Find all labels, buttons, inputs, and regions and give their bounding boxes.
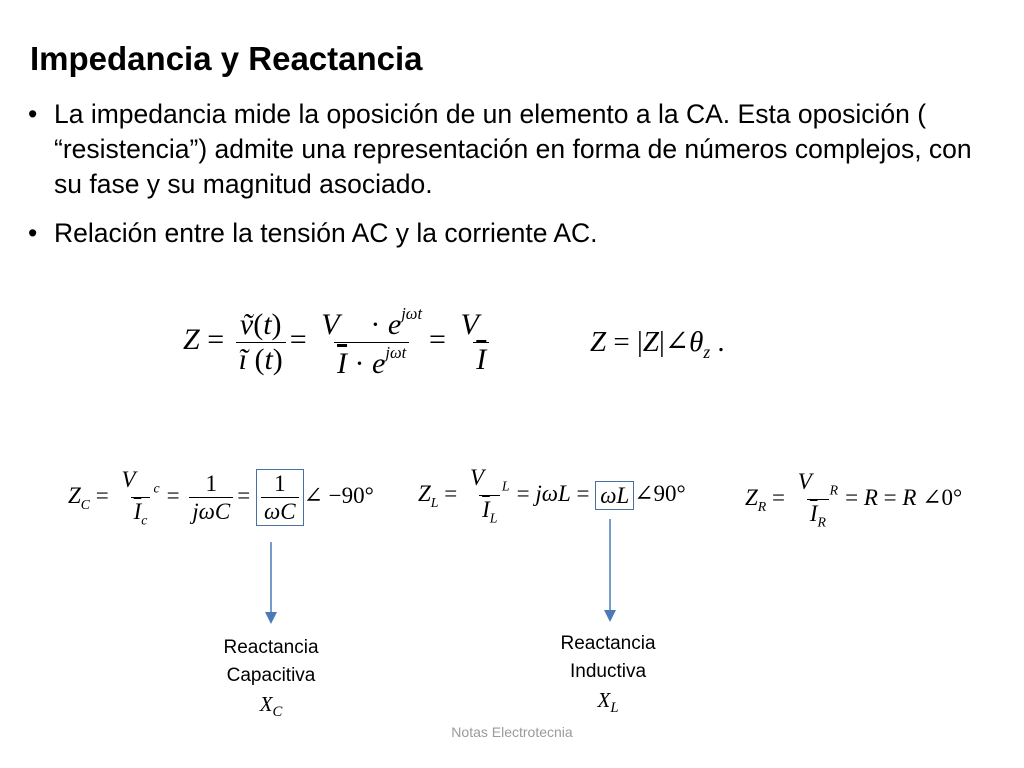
impedance-polar-equation: $Z = |Z|\angle\theta_z$ .: [590, 326, 725, 362]
slide-footer: Notas Electrotecnia: [451, 724, 573, 740]
inductor-impedance-equation: $Z_L$ = $\frac{V⃗_L}{\overline{I}_L}$ = jωL = ωL ∠90°: [418, 465, 686, 526]
capacitive-reactance-label: [191, 634, 351, 726]
capacitive-reactance-symbol: $X_C$: [259, 692, 283, 721]
bullet-item: [28, 97, 988, 202]
inductive-reactance-symbol: $X_L$: [597, 688, 619, 717]
capacitive-label-line1: Reactancia: [223, 637, 319, 658]
bullet-text: Relación entre la tensión AC y la corriente AC.: [54, 218, 598, 248]
capacitive-label-line2: Capacitiva: [226, 665, 316, 686]
slide-title: Impedancia y Reactancia: [30, 40, 423, 77]
capacitor-impedance-equation: $Z_C$ = $\frac{V⃗_c}{\overline{I}_c}$ = $\frac{1}{\text{jωC}}$ = $\frac{1}{\omega C}$ ∠ −90°: [68, 467, 374, 528]
bullet-dot-icon: •: [28, 218, 38, 248]
inductive-label-line1: Reactancia: [560, 633, 656, 654]
bullet-text: La impedancia mide la oposición de un elemento a la CA. Esta oposición ( “resistencia”) admite una representación en forma de números complejos, con su fase y su magnitud asociado.: [54, 99, 972, 199]
inductive-reactance-box: ωL: [595, 481, 634, 510]
inductive-reactance-label: [528, 630, 688, 722]
impedance-definition-equation: Z = $\frac{\text{ṽ(t)}}{ĩ (t)}$ = $\frac{V⃗ \cdot e^{j\omega t}}{\overline{I} \cdot e^{j\omega t}}$ = $\frac{V⃗}{I}$: [183, 304, 503, 380]
bullet-list: [28, 97, 988, 251]
bullet-dot-icon: •: [28, 99, 38, 129]
capacitive-arrow-head-icon: [265, 612, 277, 624]
resistor-impedance-equation: $Z_R$ = $\frac{V⃗_R}{\overline{I}_R}$ = R = R ∠0°: [745, 469, 963, 530]
capacitive-reactance-box: $\frac{1}{\omega C}$: [256, 469, 304, 526]
inductive-arrow-head-icon: [604, 610, 616, 622]
inductive-label-line2: Inductiva: [569, 661, 647, 682]
bullet-item: [28, 216, 988, 251]
